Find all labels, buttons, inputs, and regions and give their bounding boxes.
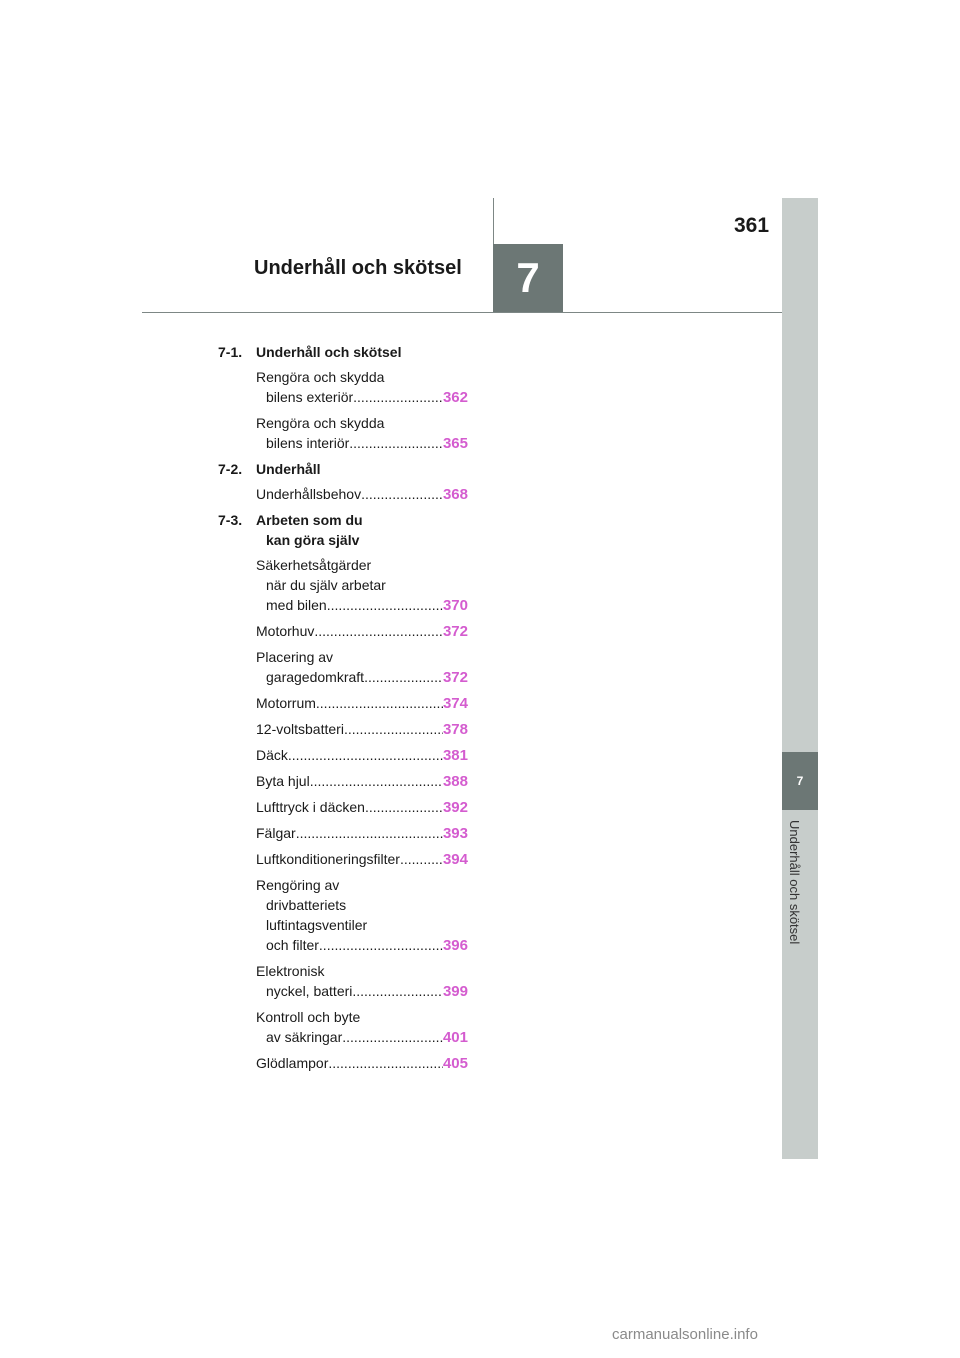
toc-entry-line: Elektronisk — [256, 963, 325, 979]
toc-section-title-line: Underhåll och skötsel — [256, 344, 402, 360]
toc-entry[interactable] — [256, 849, 468, 870]
toc-page-link[interactable]: 381 — [442, 747, 468, 764]
toc-entry-line: Luftkonditioneringsfilter — [256, 851, 400, 867]
side-tab-label: Underhåll och skötsel — [787, 820, 802, 945]
toc-leader-dots — [314, 621, 443, 641]
toc-entry-last-line — [256, 981, 468, 1002]
toc-entry-line: nyckel, batteri — [266, 983, 353, 999]
toc-page-link[interactable]: 394 — [442, 851, 468, 868]
toc-page-link[interactable]: 372 — [442, 669, 468, 686]
toc-leader-dots — [310, 771, 443, 791]
toc-entry-line: av säkringar — [266, 1029, 343, 1045]
toc-entry-last-line — [256, 823, 468, 844]
toc-entry-line: Däck — [256, 747, 288, 763]
toc-entry-line: Kontroll och byte — [256, 1009, 361, 1025]
toc-entry-line: bilens exteriör — [266, 389, 354, 405]
toc-page-link[interactable]: 365 — [442, 435, 468, 452]
watermark: carmanualsonline.info — [612, 1326, 758, 1343]
toc-entry-line: Underhållsbehov — [256, 486, 362, 502]
toc-page-link[interactable]: 405 — [442, 1055, 468, 1072]
toc-entry[interactable] — [256, 555, 468, 616]
toc-page-link[interactable]: 396 — [442, 937, 468, 954]
toc-entry-last-line — [256, 719, 468, 740]
toc-section-number: 7-2. — [218, 461, 243, 477]
toc-leader-dots — [319, 935, 443, 955]
toc-page-link[interactable]: 388 — [442, 773, 468, 790]
toc-entry-line: bilens interiör — [266, 435, 350, 451]
toc-leader-dots — [342, 1027, 443, 1047]
toc-section-title-line: Underhåll — [256, 461, 321, 477]
toc-entry-line: Fälgar — [256, 825, 296, 841]
toc-entry-last-line — [256, 1053, 468, 1074]
toc-leader-dots — [328, 1053, 443, 1073]
toc-page-link[interactable]: 370 — [442, 597, 468, 614]
toc-entry-line: Glödlampor — [256, 1055, 329, 1071]
toc-leader-dots — [352, 981, 443, 1001]
toc-entry[interactable] — [256, 771, 468, 792]
toc-section-number: 7-1. — [218, 344, 243, 360]
toc-entry-line: luftintagsventiler — [266, 917, 368, 933]
toc-entry-last-line — [256, 595, 468, 616]
toc-leader-dots — [288, 745, 443, 765]
toc-entry[interactable] — [256, 1007, 468, 1048]
toc-entry-line: drivbatteriets — [266, 897, 347, 913]
toc-entry-last-line — [256, 667, 468, 688]
toc-entry[interactable] — [256, 745, 468, 766]
side-tab — [782, 198, 818, 1159]
toc-entry[interactable] — [256, 647, 468, 688]
toc-entry-line: med bilen — [266, 597, 327, 613]
toc-page-link[interactable]: 393 — [442, 825, 468, 842]
toc-page-link[interactable]: 401 — [442, 1029, 468, 1046]
toc-leader-dots — [316, 693, 443, 713]
toc-section-title — [256, 459, 468, 479]
toc-entry-line: när du själv arbetar — [266, 577, 386, 593]
side-tab-number: 7 — [782, 752, 818, 810]
toc-section — [218, 510, 468, 550]
toc-page-link[interactable]: 368 — [442, 486, 468, 503]
toc-entry[interactable] — [256, 413, 468, 454]
toc-section — [218, 459, 468, 479]
toc-leader-dots — [400, 849, 443, 869]
toc-leader-dots — [361, 484, 443, 504]
header-divider-vertical — [493, 198, 494, 244]
toc-page-link[interactable]: 378 — [442, 721, 468, 738]
toc-entry-last-line — [256, 484, 468, 505]
toc-leader-dots — [365, 797, 443, 817]
toc-page-link[interactable]: 392 — [442, 799, 468, 816]
toc-leader-dots — [349, 433, 443, 453]
toc-leader-dots — [327, 595, 443, 615]
toc-page-link[interactable]: 362 — [442, 389, 468, 406]
toc-section-title — [256, 342, 468, 362]
toc-entry-last-line — [256, 849, 468, 870]
toc-entry[interactable] — [256, 367, 468, 408]
header-divider-horizontal — [142, 312, 782, 313]
toc-entry[interactable] — [256, 621, 468, 642]
toc-entry-last-line — [256, 935, 468, 956]
toc-entry-line: Lufttryck i däcken — [256, 799, 365, 815]
toc-leader-dots — [364, 667, 443, 687]
toc-entry-line: och filter — [266, 937, 319, 953]
chapter-number-box: 7 — [493, 244, 563, 312]
toc-leader-dots — [353, 387, 443, 407]
toc-page-link[interactable]: 372 — [442, 623, 468, 640]
toc-entry-line: Rengöra och skydda — [256, 369, 385, 385]
toc-leader-dots — [296, 823, 443, 843]
toc-entry-last-line — [256, 693, 468, 714]
toc-entry-last-line — [256, 387, 468, 408]
toc-entry[interactable] — [256, 823, 468, 844]
toc-section-title-line: kan göra själv — [266, 532, 360, 548]
toc-page-link[interactable]: 374 — [442, 695, 468, 712]
toc-entry-last-line — [256, 433, 468, 454]
chapter-title: Underhåll och skötsel — [254, 257, 462, 279]
toc-entry-last-line — [256, 1027, 468, 1048]
table-of-contents — [218, 342, 468, 1074]
toc-entry-last-line — [256, 745, 468, 766]
toc-entry-line: garagedomkraft — [266, 669, 365, 685]
toc-section-title-line: Arbeten som du — [256, 512, 363, 528]
toc-entry-last-line — [256, 621, 468, 642]
toc-entry[interactable] — [256, 719, 468, 740]
page-number: 361 — [734, 214, 770, 237]
toc-entry[interactable] — [256, 1053, 468, 1074]
toc-section-number: 7-3. — [218, 512, 243, 528]
toc-section-title — [256, 510, 468, 550]
toc-entry-last-line — [256, 771, 468, 792]
toc-leader-dots — [344, 719, 443, 739]
toc-entry-line: Rengöra och skydda — [256, 415, 385, 431]
toc-entry-line: Rengöring av — [256, 877, 340, 893]
toc-entry[interactable] — [256, 484, 468, 505]
toc-entry-last-line — [256, 797, 468, 818]
toc-section — [218, 342, 468, 362]
toc-entry-line: Byta hjul — [256, 773, 310, 789]
toc-entry-line: Säkerhetsåtgärder — [256, 557, 372, 573]
toc-entry[interactable] — [256, 875, 468, 956]
toc-entry-line: Placering av — [256, 649, 334, 665]
toc-entry-line: Motorrum — [256, 695, 316, 711]
toc-entry[interactable] — [256, 797, 468, 818]
toc-entry[interactable] — [256, 693, 468, 714]
toc-entry-line: Motorhuv — [256, 623, 315, 639]
toc-page-link[interactable]: 399 — [442, 983, 468, 1000]
toc-entry[interactable] — [256, 961, 468, 1002]
toc-entry-line: 12-voltsbatteri — [256, 721, 344, 737]
